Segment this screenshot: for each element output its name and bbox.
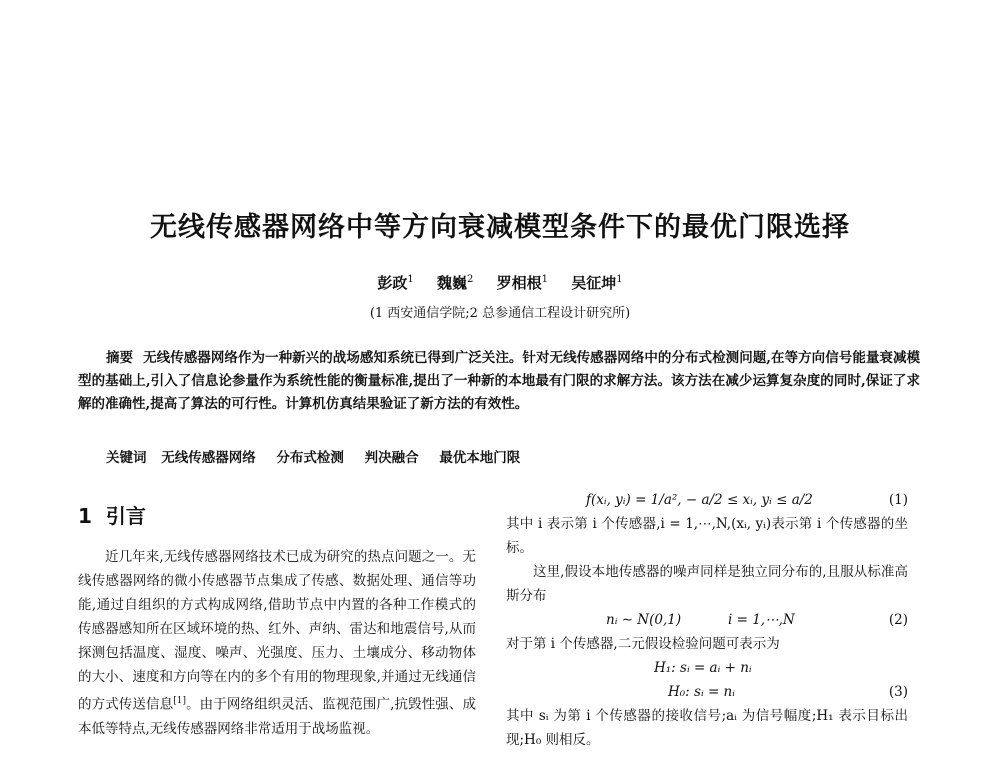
citation: [1] — [173, 696, 186, 706]
keyword: 最优本地门限 — [439, 450, 521, 466]
author: 彭政$^1$ — [377, 274, 414, 292]
equation-3a — [506, 656, 908, 680]
keywords-label: 关键词 — [106, 450, 147, 466]
abstract-text: 无线传感器网络作为一种新兴的战场感知系统已得到广泛关注。针对无线传感器网络中的分布式检测问题,在等方向信号能量衰减模型的基础上,引入了信息论参量作为系统性能的衡量标准,提出了一种新的本地最有门限的求解方法。该方法在减少运算复杂度的同时,保证了求解的准确性,提高了算法的可行性。计算机仿真结果验证了新方法的有效性。 — [78, 350, 921, 412]
abstract-label: 摘要 — [106, 350, 134, 366]
paper-title: 无线传感器网络中等方向衰减模型条件下的最优门限选择 — [150, 212, 850, 243]
equation-number: (1) — [888, 492, 908, 508]
affiliations: (1 西安通信学院;2 总参通信工程设计研究所) — [369, 306, 631, 321]
intro-paragraph: 近几年来,无线传感器网络技术已成为研究的热点问题之一。无线传感器网络的微小传感器节点集成了传感、数据处理、通信等功能,通过自组织的方式构成网络,借助节点中内置的各种工作模式的传感器感知所在区域环境的热、红外、声纳、雷达和地震信号,从而探测包括温度、湿度、噪声、光强度、压力、土壤成分、移动物体的大小、速度和方向等在内的多个有用的物理现象,并通过无线通信的方式传送信息[1]。由于网络组织灵活、监视范围广,抗毁性强、成本低等特点,无线传感器网络非常适用于战场监视。 — [78, 549, 476, 737]
author: 罗相根$^1$ — [496, 274, 548, 292]
section-number: 1 — [78, 504, 92, 528]
equation-2 — [506, 608, 908, 632]
equation-condition: i = 1,⋯,N — [728, 612, 795, 628]
keywords — [106, 446, 536, 466]
author-list — [0, 272, 1000, 293]
keyword: 分布式检测 — [276, 450, 344, 466]
equation-3b — [506, 680, 908, 704]
right-column — [506, 488, 908, 752]
author: 魏巍$^2$ — [436, 274, 474, 292]
text-paragraph: 其中 sᵢ 为第 i 个传感器的接收信号;aᵢ 为信号幅度;H₁ 表示目标出现;H₀ 则相反。 — [506, 708, 908, 748]
left-column — [78, 500, 476, 741]
equation-expression: H₁: sᵢ = aᵢ + nᵢ — [654, 660, 752, 676]
equation-expression: nᵢ ∼ N(0,1) — [606, 612, 682, 628]
text-paragraph: 对于第 i 个传感器,二元假设检验问题可表示为 — [506, 636, 780, 652]
equation-1 — [506, 488, 908, 512]
keyword: 判决融合 — [364, 450, 419, 466]
equation-expression: H₀: sᵢ = nᵢ — [668, 684, 735, 700]
section-title: 引言 — [105, 504, 146, 528]
section-heading — [78, 500, 476, 529]
keyword: 无线传感器网络 — [161, 450, 256, 466]
equation-number: (2) — [888, 612, 908, 628]
author: 吴征坤$^1$ — [571, 274, 623, 292]
text-paragraph: 其中 i 表示第 i 个传感器,i = 1,⋯,N,(xᵢ, yᵢ)表示第 i 个传感器的坐标。 — [506, 516, 908, 556]
equation-number: (3) — [888, 684, 908, 700]
abstract — [78, 347, 920, 416]
text-paragraph: 这里,假设本地传感器的噪声同样是独立同分布的,且服从标准高斯分布 — [506, 564, 908, 604]
equation-expression: f(xᵢ, yᵢ) = 1/a², − a/2 ≤ xᵢ, yᵢ ≤ a/2 — [586, 492, 813, 508]
